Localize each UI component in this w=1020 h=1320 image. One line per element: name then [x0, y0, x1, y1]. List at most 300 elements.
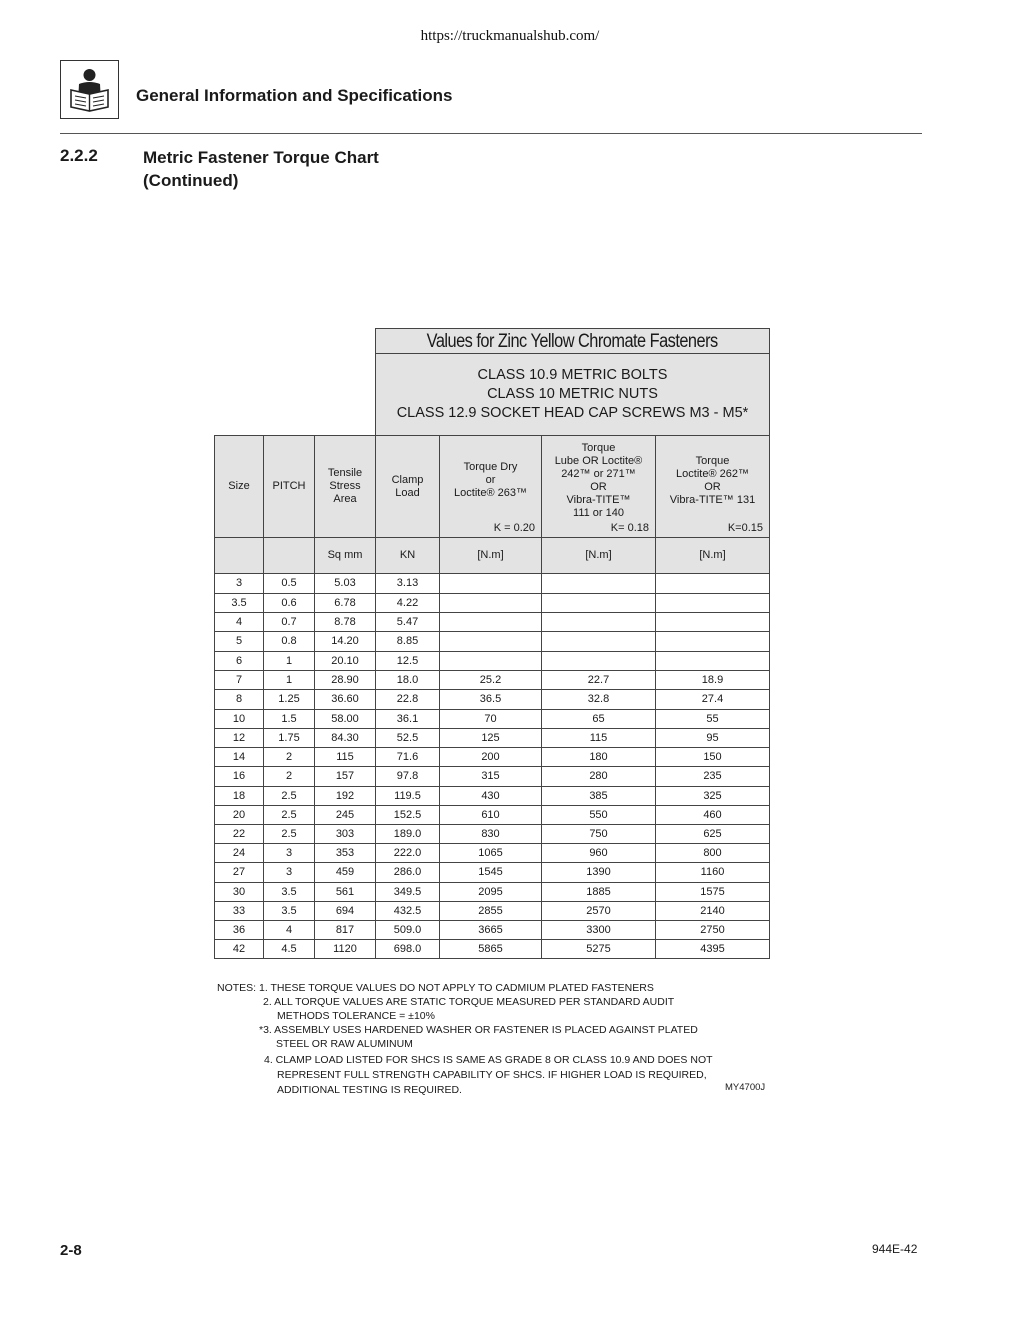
unit-cell — [541, 537, 656, 574]
cell-value: 189.0 — [393, 827, 422, 840]
cell-value: 349.5 — [393, 885, 422, 898]
cell-value: 1575 — [700, 885, 725, 898]
cell-value: 33 — [232, 904, 246, 917]
cell-value: 150 — [703, 750, 722, 763]
cell-value: 561 — [335, 885, 355, 898]
cell-value: 830 — [481, 827, 500, 840]
table-cell — [541, 901, 656, 921]
column-header-line: Clamp — [391, 473, 424, 486]
column-header-line: Torque — [695, 454, 730, 467]
row-size-cell — [214, 612, 264, 632]
table-cell — [439, 670, 542, 690]
table-cell — [655, 670, 770, 690]
column-header-line: Loctite® 262™ — [676, 467, 749, 480]
cell-value: 1.5 — [281, 712, 297, 725]
cell-value: 315 — [481, 770, 500, 782]
class-lines — [397, 366, 749, 423]
table-cell — [375, 612, 440, 632]
table-cell — [314, 631, 376, 652]
cell-value: 14 — [232, 750, 246, 763]
table-cell — [263, 862, 315, 883]
table-cell — [655, 651, 770, 671]
cell-value: 28.90 — [331, 673, 359, 686]
table-cell — [375, 920, 440, 940]
cell-value: 36 — [232, 923, 246, 936]
table-cell — [541, 939, 656, 959]
cell-value: 2 — [285, 770, 293, 782]
column-header-line: Area — [333, 493, 357, 505]
table-title-text: Values for Zinc Yellow Chromate Fasteners — [427, 330, 718, 352]
column-header-line: 242™ or 271™ — [561, 467, 636, 480]
cell-value: 27.4 — [701, 693, 724, 705]
column-header-line: Vibra-TITE™ 131 — [669, 493, 756, 506]
table-cell — [375, 786, 440, 806]
column-header — [263, 435, 315, 538]
table-cell — [439, 709, 542, 729]
cell-value: 2 — [285, 750, 293, 763]
column-header-line: Loctite® 263™ — [454, 487, 527, 499]
cell-value: 36.1 — [396, 712, 419, 725]
table-cell — [655, 593, 770, 613]
table-cell — [263, 882, 315, 902]
cell-value: 125 — [481, 731, 500, 744]
cell-value: 3.5 — [281, 904, 297, 917]
cell-value: 1065 — [478, 846, 503, 859]
cell-value: 2140 — [700, 904, 725, 917]
cell-value: 3 — [235, 577, 243, 589]
table-cell — [541, 766, 656, 787]
cell-value: 2.5 — [281, 789, 297, 802]
table-cell — [314, 670, 376, 690]
cell-value: 84.30 — [331, 731, 359, 744]
table-cell — [541, 593, 656, 613]
cell-value: 71.6 — [396, 750, 419, 763]
table-cell — [375, 709, 440, 729]
cell-value: 2095 — [478, 885, 503, 898]
cell-value: 245 — [335, 808, 355, 821]
table-cell — [263, 766, 315, 787]
cell-value: 12.5 — [396, 654, 419, 667]
table-cell — [655, 709, 770, 729]
cell-value: 22 — [232, 827, 246, 840]
table-cell — [541, 843, 656, 863]
cell-value: 222.0 — [393, 846, 422, 859]
k-factor: K= 0.18 — [610, 522, 649, 534]
cell-value: 460 — [703, 808, 722, 821]
table-cell — [263, 920, 315, 940]
section-title — [143, 146, 379, 192]
row-size-cell — [214, 631, 264, 652]
cell-value: 4.5 — [281, 942, 297, 955]
table-cell — [541, 709, 656, 729]
cell-value: 4 — [285, 923, 293, 936]
cell-value: 385 — [589, 789, 608, 802]
column-header — [375, 435, 440, 538]
cell-value: 58.00 — [331, 712, 359, 725]
cell-value: 750 — [589, 827, 608, 840]
table-cell — [375, 805, 440, 825]
cell-value: 4395 — [700, 942, 725, 955]
notes — [217, 981, 713, 1097]
cell-value: 3300 — [586, 923, 611, 936]
column-header-line: Lube OR Loctite® — [554, 454, 643, 467]
column-header — [655, 435, 770, 538]
cell-value: 625 — [703, 827, 722, 840]
table-cell — [655, 689, 770, 710]
table-cell — [541, 689, 656, 710]
cell-value: 70 — [484, 712, 497, 725]
cell-value: 1390 — [586, 866, 611, 878]
table-cell — [314, 651, 376, 671]
unit-cell — [439, 537, 542, 574]
cell-value: 430 — [481, 789, 500, 802]
table-cell — [263, 689, 315, 710]
cell-value: 192 — [335, 789, 355, 802]
unit-cell — [263, 537, 315, 574]
row-size-cell — [214, 920, 264, 940]
table-cell — [439, 920, 542, 940]
table-cell — [439, 689, 542, 710]
column-header-line: Vibra-TITE™ — [566, 493, 631, 506]
table-cell — [655, 882, 770, 902]
unit-cell — [655, 537, 770, 574]
cell-value: 22.7 — [587, 673, 610, 686]
cell-value: 509.0 — [393, 923, 422, 936]
column-header-line: Torque Dry — [463, 461, 518, 473]
table-cell — [655, 728, 770, 748]
table-cell — [263, 709, 315, 729]
section-title-line-2: (Continued) — [143, 171, 239, 190]
cell-value: 18 — [232, 789, 246, 802]
cell-value: 14.20 — [331, 635, 359, 647]
table-cell — [375, 728, 440, 748]
unit-text: [N.m] — [477, 549, 504, 561]
cell-value: 3.5 — [281, 885, 297, 898]
cell-value: 1 — [285, 654, 293, 667]
table-cell — [541, 882, 656, 902]
cell-value: 2570 — [586, 904, 611, 917]
row-size-cell — [214, 862, 264, 883]
cell-value: 6 — [235, 654, 243, 667]
table-cell — [655, 612, 770, 632]
column-header-line: Stress — [329, 480, 361, 492]
table-cell — [314, 882, 376, 902]
table-cell — [375, 573, 440, 594]
table-cell — [439, 651, 542, 671]
table-cell — [263, 651, 315, 671]
document-number: 944E-42 — [872, 1242, 918, 1256]
class-line: CLASS 12.9 SOCKET HEAD CAP SCREWS M3 - M5* — [396, 405, 749, 421]
k-factor: K = 0.20 — [493, 522, 535, 534]
table-cell — [263, 728, 315, 748]
cell-value: 97.8 — [396, 770, 419, 782]
table-cell — [439, 573, 542, 594]
table-cell — [439, 766, 542, 787]
column-header — [214, 435, 264, 538]
row-size-cell — [214, 882, 264, 902]
cell-value: 20 — [232, 808, 246, 821]
cell-value: 115 — [336, 750, 354, 763]
table-cell — [541, 920, 656, 940]
table-cell — [375, 747, 440, 767]
cell-value: 36.60 — [331, 693, 359, 705]
cell-value: 1.75 — [278, 731, 300, 744]
cell-value: 286.0 — [393, 866, 422, 878]
note-line: 2. ALL TORQUE VALUES ARE STATIC TORQUE MEASURED PER STANDARD AUDIT — [263, 996, 675, 1008]
cell-value: 200 — [481, 750, 500, 763]
table-title — [375, 328, 770, 354]
row-size-cell — [214, 939, 264, 959]
note-line: REPRESENT FULL STRENGTH CAPABILITY OF SHCS. IF HIGHER LOAD IS REQUIRED, — [277, 1069, 707, 1081]
table-cell — [655, 920, 770, 940]
table-cell — [439, 882, 542, 902]
table-cell — [541, 805, 656, 825]
column-header — [541, 435, 656, 538]
row-size-cell — [214, 728, 264, 748]
table-cell — [314, 612, 376, 632]
table-cell — [375, 766, 440, 787]
table-cell — [439, 805, 542, 825]
unit-text: [N.m] — [585, 549, 612, 561]
table-cell — [655, 631, 770, 652]
cell-value: 22.8 — [396, 693, 419, 705]
table-cell — [375, 901, 440, 921]
table-cell — [263, 901, 315, 921]
table-cell — [541, 612, 656, 632]
cell-value: 32.8 — [587, 693, 610, 705]
unit-text: Sq mm — [327, 549, 363, 561]
note-line: STEEL OR RAW ALUMINUM — [276, 1038, 413, 1050]
cell-value: 353 — [335, 846, 355, 859]
table-cell — [314, 728, 376, 748]
column-header — [439, 435, 542, 538]
cell-value: 52.5 — [396, 731, 419, 744]
manual-reader-icon — [60, 60, 119, 119]
table-cell — [439, 786, 542, 806]
table-cell — [263, 786, 315, 806]
cell-value: 5.03 — [334, 577, 356, 589]
table-cell — [314, 862, 376, 883]
cell-value: 550 — [589, 808, 608, 821]
row-size-cell — [214, 689, 264, 710]
table-cell — [314, 901, 376, 921]
column-header-line: or — [485, 474, 496, 486]
note-line: METHODS TOLERANCE = ±10% — [277, 1010, 435, 1022]
cell-value: 119.5 — [394, 789, 421, 802]
table-cell — [263, 805, 315, 825]
table-cell — [263, 573, 315, 594]
table-cell — [375, 689, 440, 710]
cell-value: 4 — [235, 615, 243, 628]
section-number: 2.2.2 — [60, 146, 98, 165]
cell-value: 180 — [589, 750, 608, 763]
cell-value: 20.10 — [331, 654, 359, 667]
table-cell — [655, 901, 770, 921]
table-cell — [439, 843, 542, 863]
cell-value: 152.5 — [393, 808, 422, 821]
table-cell — [439, 593, 542, 613]
cell-value: 24 — [232, 846, 246, 859]
cell-value: 1545 — [478, 866, 503, 878]
cell-value: 5.47 — [396, 615, 419, 628]
table-cell — [314, 689, 376, 710]
cell-value: 1.25 — [278, 693, 300, 705]
table-cell — [655, 824, 770, 844]
table-cell — [439, 728, 542, 748]
table-cell — [375, 939, 440, 959]
column-header-line: Torque — [581, 441, 616, 454]
table-cell — [655, 786, 770, 806]
source-url[interactable]: https://truckmanualshub.com/ — [420, 28, 600, 44]
cell-value: 0.6 — [281, 596, 297, 609]
table-cell — [541, 631, 656, 652]
cell-value: 2.5 — [281, 808, 297, 821]
class-line: CLASS 10.9 METRIC BOLTS — [477, 367, 668, 383]
table-cell — [263, 612, 315, 632]
cell-value: 432.5 — [393, 904, 422, 917]
column-header-line: OR — [704, 480, 721, 493]
cell-value: 325 — [703, 789, 722, 802]
cell-value: 960 — [589, 846, 608, 859]
cell-value: 3665 — [478, 923, 503, 936]
table-cell — [541, 651, 656, 671]
row-size-cell — [214, 805, 264, 825]
cell-value: 115 — [589, 731, 608, 744]
table-cell — [263, 939, 315, 959]
cell-value: 4.22 — [396, 596, 419, 609]
cell-value: 18.0 — [396, 673, 419, 686]
cell-value: 817 — [335, 923, 355, 936]
table-cell — [655, 573, 770, 594]
page-number: 2-8 — [60, 1242, 82, 1259]
cell-value: 10 — [232, 712, 246, 725]
table-cell — [314, 747, 376, 767]
table-cell — [439, 862, 542, 883]
cell-value: 0.8 — [281, 635, 297, 647]
table-cell — [375, 862, 440, 883]
cell-value: 1885 — [586, 885, 611, 898]
cell-value: 1120 — [333, 942, 357, 955]
row-size-cell — [214, 651, 264, 671]
table-cell — [263, 631, 315, 652]
table-cell — [375, 843, 440, 863]
table-cell — [375, 651, 440, 671]
row-size-cell — [214, 901, 264, 921]
column-header-line: Load — [395, 486, 420, 499]
row-size-cell — [214, 824, 264, 844]
cell-value: 303 — [335, 827, 355, 840]
cell-value: 0.5 — [281, 577, 297, 589]
table-cell — [655, 843, 770, 863]
cell-value: 610 — [481, 808, 500, 821]
table-cell — [314, 786, 376, 806]
column-header-line: Size — [228, 480, 250, 492]
table-cell — [439, 901, 542, 921]
unit-text: [N.m] — [699, 549, 726, 561]
cell-value: 55 — [706, 712, 719, 725]
row-size-cell — [214, 709, 264, 729]
cell-value: 0.7 — [281, 615, 297, 628]
table-cell — [314, 593, 376, 613]
table-cell — [655, 766, 770, 787]
cell-value: 235 — [703, 770, 722, 782]
table-cell — [314, 939, 376, 959]
row-size-cell — [214, 747, 264, 767]
table-cell — [314, 766, 376, 787]
cell-value: 2750 — [700, 923, 725, 936]
table-cell — [263, 824, 315, 844]
cell-value: 3.5 — [231, 596, 247, 609]
table-cell — [314, 920, 376, 940]
table-cell — [314, 805, 376, 825]
table-cell — [541, 862, 656, 883]
row-size-cell — [214, 670, 264, 690]
header-title: General Information and Specifications — [136, 86, 453, 105]
table-cell — [439, 631, 542, 652]
cell-value: 12 — [232, 731, 246, 744]
cell-value: 2855 — [478, 904, 503, 917]
cell-value: 5 — [235, 635, 243, 647]
column-header-line: 111 or 140 — [573, 506, 624, 519]
table-cell — [375, 631, 440, 652]
cell-value: 30 — [232, 885, 246, 898]
table-cell — [439, 747, 542, 767]
cell-value: 3 — [285, 846, 293, 859]
column-header-line: Tensile — [327, 467, 363, 479]
class-block — [375, 353, 770, 436]
cell-value: 5275 — [586, 942, 611, 955]
table-cell — [375, 824, 440, 844]
cell-value: 5865 — [478, 942, 503, 955]
row-size-cell — [214, 593, 264, 613]
cell-value: 800 — [703, 846, 722, 859]
table-cell — [541, 670, 656, 690]
cell-value: 1160 — [700, 866, 725, 878]
table-cell — [655, 805, 770, 825]
cell-value: 25.2 — [479, 673, 502, 686]
table-cell — [655, 747, 770, 767]
cell-value: 7 — [235, 673, 243, 686]
cell-value: 2.5 — [281, 827, 297, 840]
table-cell — [655, 862, 770, 883]
table-cell — [314, 709, 376, 729]
table-cell — [314, 573, 376, 594]
cell-value: 1 — [285, 673, 293, 686]
cell-value: 18.9 — [701, 673, 724, 686]
table-cell — [655, 939, 770, 959]
table-cell — [263, 670, 315, 690]
column-header-line: PITCH — [272, 480, 306, 492]
cell-value: 280 — [589, 770, 608, 782]
cell-value: 8 — [235, 693, 243, 705]
cell-value: 6.78 — [334, 596, 356, 609]
cell-value: 459 — [335, 866, 355, 878]
k-factor: K=0.15 — [727, 522, 763, 534]
table-cell — [439, 824, 542, 844]
cell-value: 694 — [335, 904, 355, 917]
note-line: 4. CLAMP LOAD LISTED FOR SHCS IS SAME AS GRADE 8 OR CLASS 10.9 AND DOES NOT — [264, 1054, 713, 1066]
figure-code: MY4700J — [725, 1082, 766, 1093]
column-header-line: OR — [590, 480, 607, 493]
row-size-cell — [214, 573, 264, 594]
cell-value: 157 — [335, 770, 355, 782]
unit-cell — [214, 537, 264, 574]
cell-value: 36.5 — [479, 693, 502, 705]
column-header — [314, 435, 376, 538]
unit-cell — [375, 537, 440, 574]
row-size-cell — [214, 843, 264, 863]
table-cell — [541, 747, 656, 767]
